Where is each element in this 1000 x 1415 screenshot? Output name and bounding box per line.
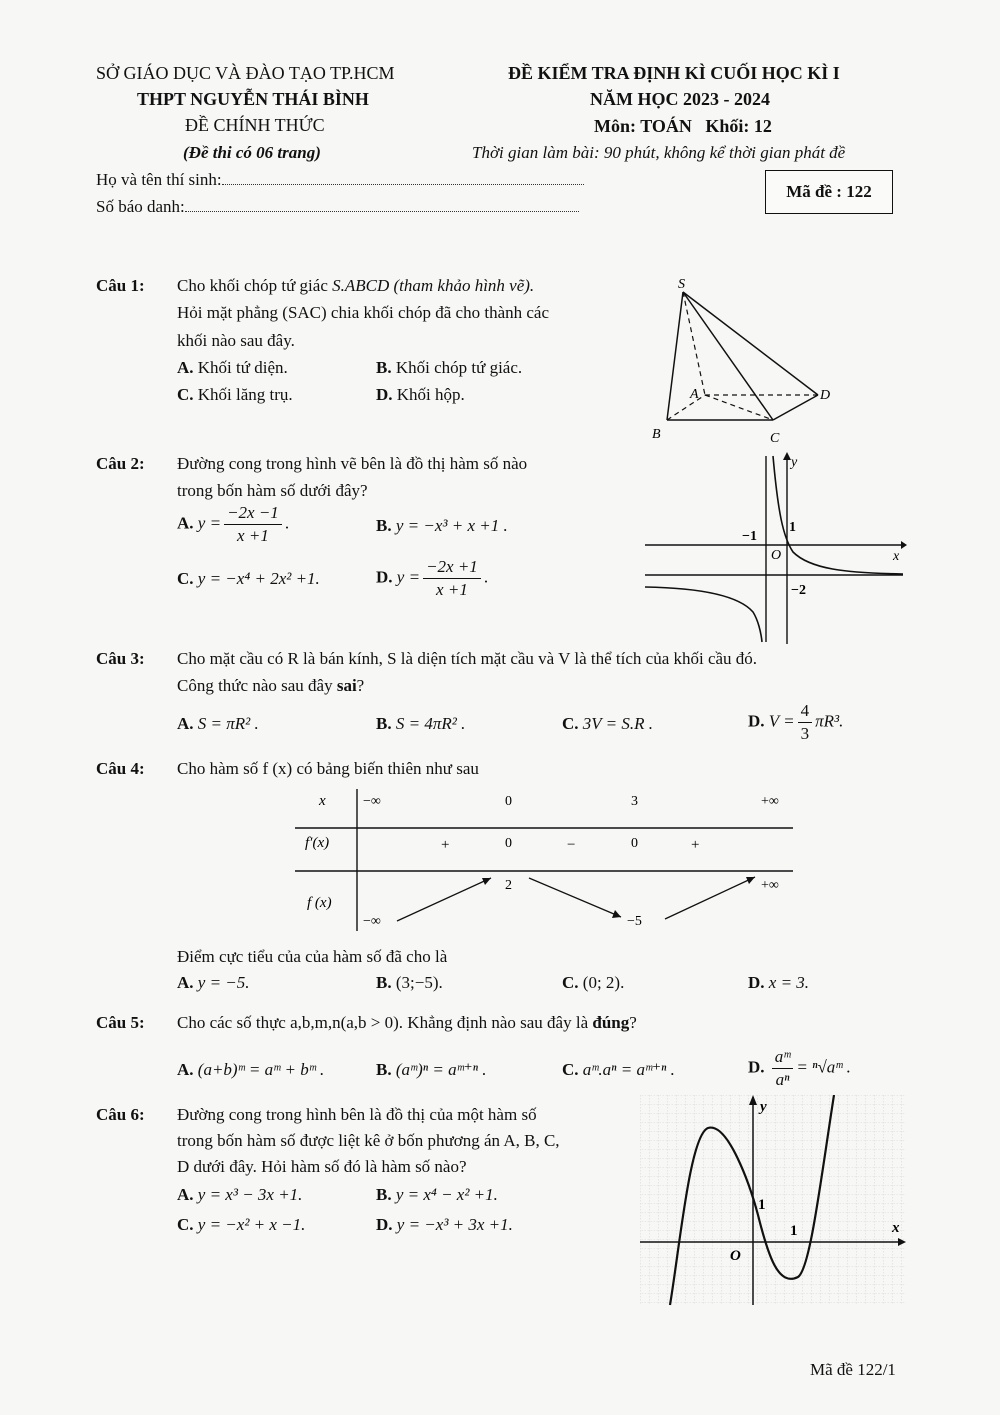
opt-letter: D. [748, 1057, 765, 1077]
q1-text-c: (tham khảo hình vẽ). [389, 276, 535, 295]
vertex-b-label: B [652, 427, 661, 442]
question-2-label: Câu 2: [96, 454, 145, 473]
q6-option-a[interactable] [177, 1185, 302, 1205]
question-1-line3: khối nào sau đây. [177, 331, 295, 350]
y-tick-label-1: 1 [758, 1197, 766, 1213]
q4-option-d[interactable] [748, 973, 809, 993]
question-5-label: Câu 5: [96, 1013, 145, 1032]
vertex-c-label: C [770, 431, 780, 446]
x-axis-label: x [893, 549, 900, 564]
x-val-3: 3 [631, 794, 638, 809]
x-val-pos-inf: +∞ [761, 794, 779, 809]
opt-text: Khối tứ diện. [197, 358, 288, 377]
x-axis-label: x [892, 1220, 900, 1236]
opt-letter: B. [376, 516, 392, 535]
q2-option-b[interactable] [376, 516, 508, 536]
question-1-label: Câu 1: [96, 276, 145, 295]
q5-option-a[interactable] [177, 1060, 324, 1080]
q5-text-b: đúng [592, 1013, 630, 1032]
q3-option-a[interactable] [177, 714, 259, 734]
exam-title: ĐỀ KIỂM TRA ĐỊNH KÌ CUỐI HỌC KÌ I [508, 63, 840, 83]
sign-4: 0 [631, 836, 638, 851]
opt-text-pre: V = [768, 711, 795, 731]
table-x-label: x [319, 793, 326, 809]
opt-text-post: πR³. [815, 711, 844, 731]
question-1-line1 [177, 275, 534, 297]
opt-letter: B. [376, 714, 392, 733]
opt-letter: B. [376, 1060, 392, 1079]
opt-text: y = −x³ + 3x +1. [396, 1215, 513, 1234]
origin-label: O [730, 1248, 741, 1264]
opt-letter: A. [177, 513, 194, 533]
y-axis-label: y [760, 1099, 767, 1115]
q1-text-a: Cho khối chóp tứ giác [177, 276, 333, 295]
subject-line [594, 115, 772, 137]
q1-option-d[interactable] [376, 384, 465, 406]
opt-letter: A. [177, 714, 194, 733]
frac-den: 3 [800, 724, 810, 743]
f-val-pos-inf: +∞ [761, 878, 779, 893]
department-name: SỞ GIÁO DỤC VÀ ĐÀO TẠO TP.HCM [96, 63, 395, 83]
opt-text: y = −x² + x −1. [197, 1215, 306, 1234]
tick-label-neg2: −2 [791, 583, 806, 598]
opt-text: y = −5. [197, 973, 250, 992]
opt-text: y = x³ − 3x +1. [197, 1185, 303, 1204]
opt-letter: A. [177, 358, 194, 377]
frac-den: x +1 [237, 526, 269, 545]
opt-text: y = x⁴ − x² +1. [395, 1185, 498, 1204]
q2-option-a[interactable]: A. y = $\frac{-2x -1}{x +1}$ . [177, 503, 290, 545]
opt-text: x = 3. [768, 973, 810, 992]
candidate-id-field [96, 196, 579, 218]
opt-text: Khối hộp. [396, 385, 465, 404]
sign-2: 0 [505, 836, 512, 851]
vertex-d-label: D [820, 388, 831, 403]
pages-note: (Đề thi có 06 trang) [183, 143, 321, 162]
opt-letter: C. [177, 1215, 194, 1234]
q4-option-a[interactable] [177, 973, 250, 993]
q2-option-c[interactable] [177, 569, 320, 589]
question-6-line2: trong bốn hàm số được liệt kê ở bốn phương án A, B, C, [177, 1131, 560, 1150]
q3-option-b[interactable] [376, 714, 465, 734]
subject-label: Môn: [594, 116, 636, 136]
opt-text: (0; 2). [582, 973, 625, 992]
opt-text-post: = ⁿ√aᵐ . [796, 1057, 851, 1077]
exam-code-box: Mã đề : 122 [765, 170, 893, 214]
cubic-graph [640, 1095, 908, 1307]
q3-text-a: Công thức nào sau đây [177, 676, 337, 695]
grade-value: 12 [753, 116, 772, 136]
opt-letter: C. [562, 1060, 579, 1079]
question-2-line1: Đường cong trong hình vẽ bên là đồ thị hàm số nào [177, 454, 528, 473]
y-axis-label: y [791, 455, 798, 470]
question-4-line1: Cho hàm số f (x) có bảng biến thiên như sau [177, 759, 479, 778]
opt-letter: D. [376, 1215, 393, 1234]
sign-5: + [691, 837, 700, 853]
question-6-line1: Đường cong trong hình bên là đồ thị của một hàm số [177, 1105, 537, 1124]
opt-letter: D. [748, 711, 765, 731]
tick-label-1: 1 [789, 520, 796, 535]
q4-option-b[interactable] [376, 973, 443, 993]
opt-text: S = 4πR² . [395, 714, 466, 733]
subject-value: TOÁN [640, 116, 692, 136]
origin-label: O [771, 548, 782, 563]
grade-label: Khối: [705, 116, 750, 136]
vertex-s-label: S [678, 277, 685, 292]
opt-text: Khối lăng trụ. [197, 385, 293, 404]
frac-num: 4 [798, 700, 813, 723]
opt-letter: A. [177, 973, 194, 992]
f-val-neg5: −5 [627, 914, 642, 929]
question-3-label: Câu 3: [96, 649, 145, 668]
opt-text: (3;−5). [395, 973, 443, 992]
opt-letter: C. [177, 569, 194, 588]
f-val-2: 2 [505, 878, 512, 893]
opt-text: Khối chóp tứ giác. [395, 358, 523, 377]
opt-letter: C. [562, 714, 579, 733]
q3-option-c[interactable] [562, 714, 653, 734]
q6-option-b[interactable] [376, 1185, 498, 1205]
frac-num: −2x −1 [224, 502, 282, 525]
sign-3: − [567, 837, 576, 853]
frac-num: aᵐ [772, 1046, 794, 1069]
question-2-line2: trong bốn hàm số dưới đây? [177, 481, 368, 500]
candidate-name-label: Họ và tên thí sinh: [96, 170, 222, 189]
x-val-neg-inf: −∞ [363, 794, 381, 809]
x-tick-label-1: 1 [790, 1223, 798, 1239]
opt-letter: B. [376, 973, 392, 992]
official-label: ĐỀ CHÍNH THỨC [185, 115, 325, 135]
question-3-line2 [177, 675, 364, 697]
q1-option-c[interactable] [177, 384, 293, 406]
q4-option-c[interactable] [562, 973, 624, 993]
page-footer: Mã đề 122/1 [810, 1360, 896, 1379]
question-6-label: Câu 6: [96, 1105, 145, 1124]
table-fprime-label: f′(x) [305, 835, 330, 851]
q2-option-d[interactable]: D. y = $\frac{-2x +1}{x +1}$ . [376, 557, 489, 599]
opt-letter: A. [177, 1185, 194, 1204]
q6-option-d[interactable] [376, 1215, 513, 1235]
opt-text: S = πR² . [197, 714, 259, 733]
q5-text-a: Cho các số thực a,b,m,n(a,b > 0). Khẳng định nào sau đây là [177, 1013, 593, 1032]
question-6-line3: D dưới đây. Hỏi hàm số đó là hàm số nào? [177, 1157, 467, 1176]
tick-label-neg1: −1 [742, 529, 757, 544]
candidate-id-label: Số báo danh: [96, 197, 185, 216]
opt-letter: D. [376, 385, 393, 404]
x-val-0: 0 [505, 794, 512, 809]
opt-text: 3V = S.R . [582, 714, 653, 733]
frac-num: −2x +1 [423, 556, 481, 579]
vertex-a-label: A [690, 387, 699, 402]
time-note: Thời gian làm bài: 90 phút, không kể thời gian phát đề [472, 143, 846, 162]
opt-letter: C. [562, 973, 579, 992]
q5-option-c[interactable] [562, 1060, 675, 1080]
question-3-line1: Cho mặt cầu có R là bán kính, S là diện tích mặt cầu và V là thể tích của khối cầu đó. [177, 649, 758, 668]
q6-option-c[interactable] [177, 1215, 305, 1235]
q1-text-b: S.ABCD [332, 276, 390, 295]
variation-table [295, 785, 795, 933]
opt-text: y = −x⁴ + 2x² +1. [197, 569, 320, 588]
q5-option-d[interactable] [748, 1046, 851, 1091]
f-val-neg-inf: −∞ [363, 914, 381, 929]
pyramid-figure [640, 272, 840, 452]
frac-den: x +1 [436, 580, 468, 599]
opt-text: (a+b)ᵐ = aᵐ + bᵐ . [197, 1060, 325, 1079]
opt-letter: D. [376, 567, 393, 587]
sign-1: + [441, 837, 450, 853]
school-year: NĂM HỌC 2023 - 2024 [590, 89, 770, 109]
q3-text-c: ? [356, 676, 365, 695]
question-4-line2: Điểm cực tiểu của của hàm số đã cho là [177, 947, 448, 966]
q1-option-a[interactable] [177, 357, 288, 379]
opt-letter: B. [376, 358, 392, 377]
opt-letter: B. [376, 1185, 392, 1204]
q5-text-c: ? [629, 1013, 637, 1032]
hyperbola-graph [645, 452, 907, 644]
q1-option-b[interactable] [376, 357, 522, 379]
q5-option-b[interactable] [376, 1060, 487, 1080]
opt-letter: D. [748, 973, 765, 992]
question-1-line2: Hỏi mặt phẳng (SAC) chia khối chóp đã cho thành các [177, 303, 550, 322]
candidate-name-field [96, 169, 584, 191]
opt-letter: A. [177, 1060, 194, 1079]
q3-option-d[interactable] [748, 700, 843, 745]
opt-letter: C. [177, 385, 194, 404]
table-f-label: f (x) [307, 895, 332, 911]
opt-text: aᵐ.aⁿ = aᵐ⁺ⁿ . [582, 1060, 675, 1079]
question-5-line1 [177, 1012, 637, 1034]
question-4-label: Câu 4: [96, 759, 145, 778]
q3-text-b: sai [336, 676, 357, 695]
opt-text: (aᵐ)ⁿ = aᵐ⁺ⁿ . [395, 1060, 487, 1079]
school-name: THPT NGUYỄN THÁI BÌNH [137, 89, 369, 109]
opt-text: y = −x³ + x +1 . [395, 516, 508, 535]
frac-den: aⁿ [775, 1070, 790, 1089]
